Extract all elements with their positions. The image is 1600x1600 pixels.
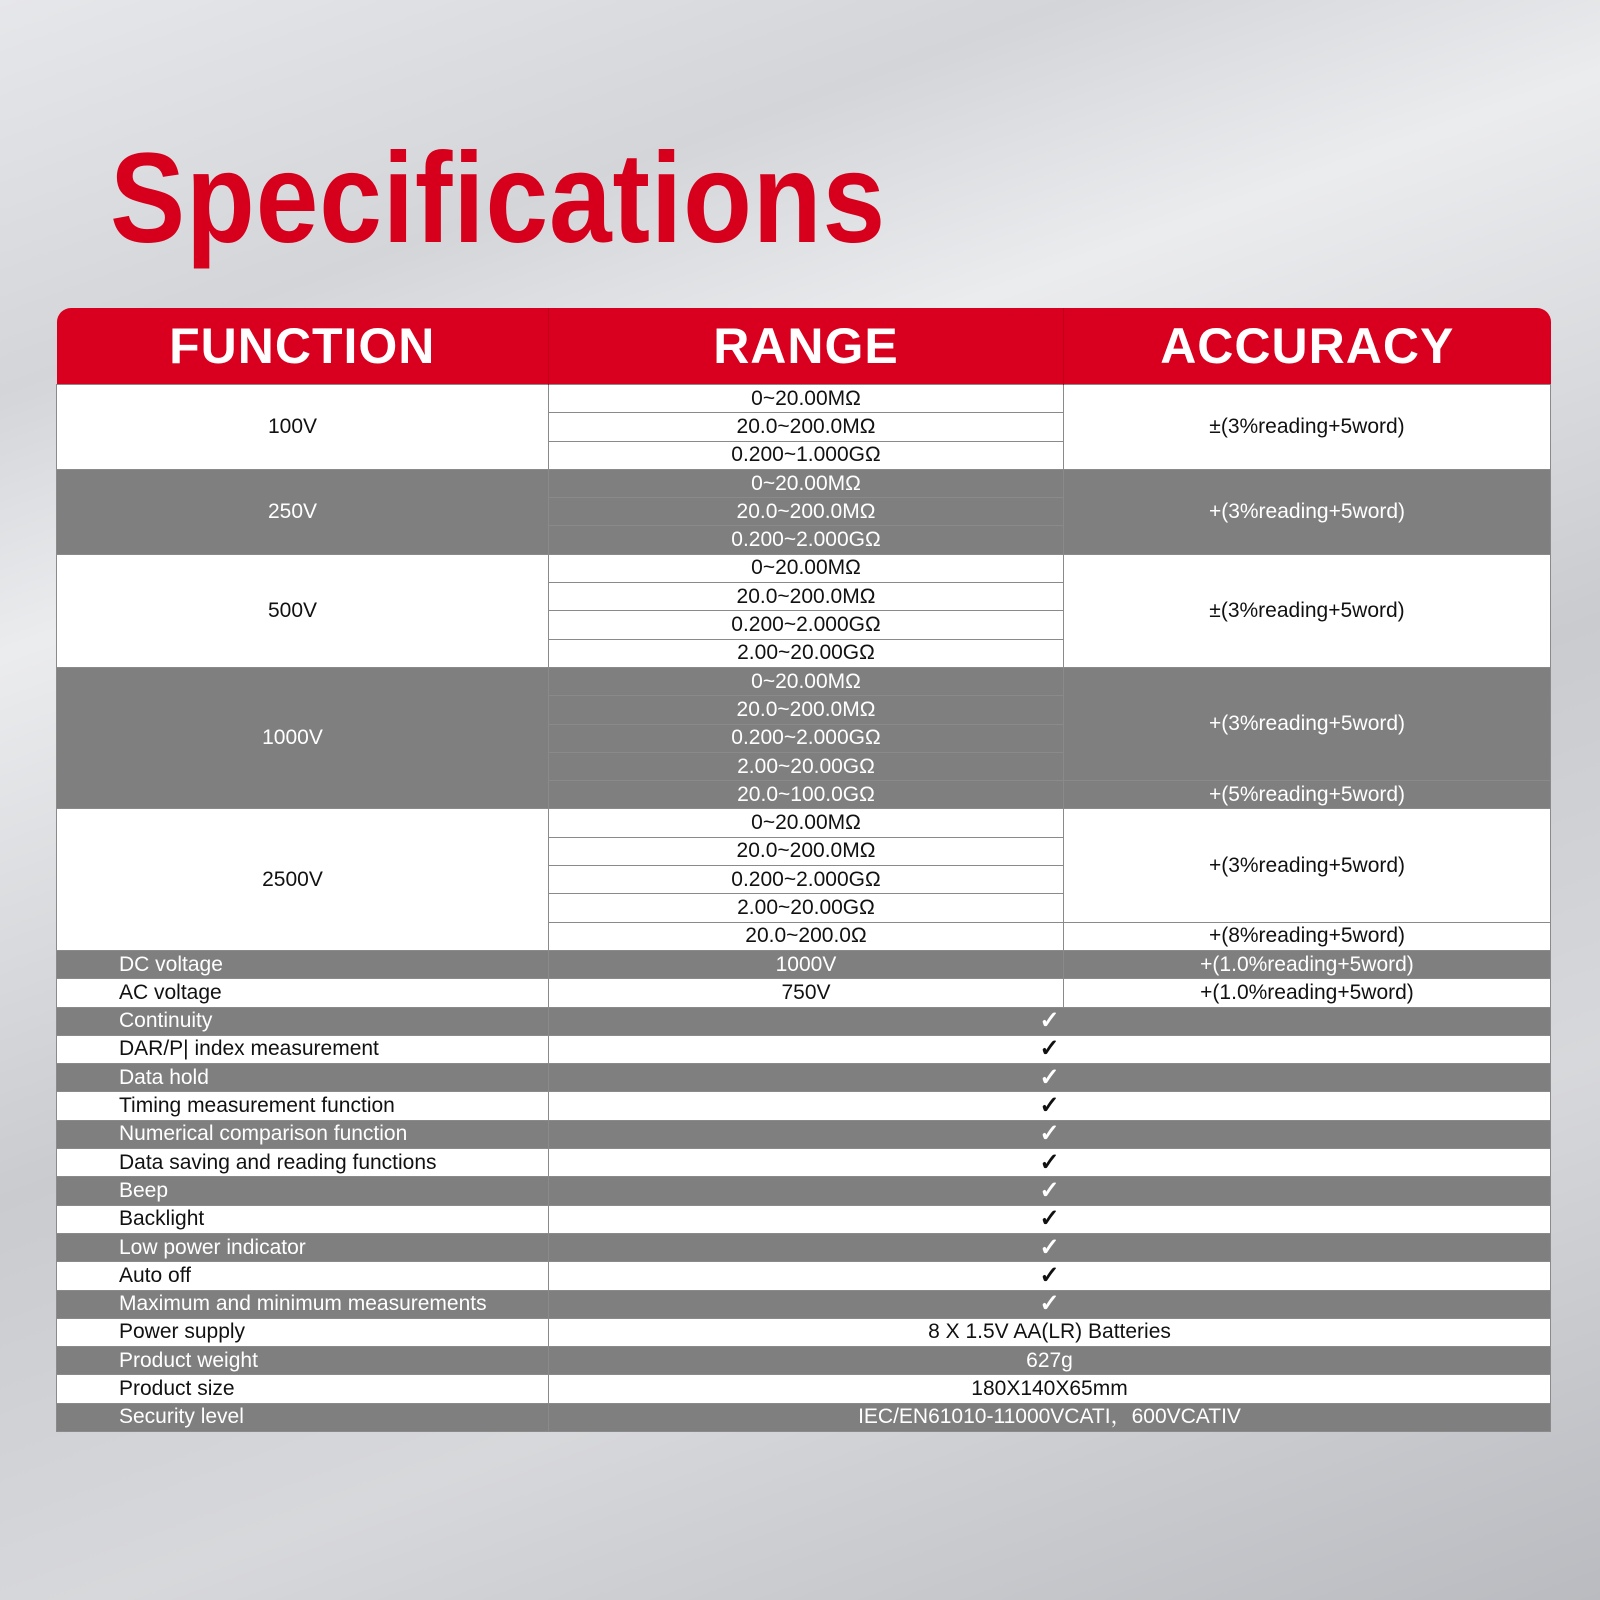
table-row <box>57 1375 1551 1403</box>
accuracy-cell: +(8%reading+5word) <box>1064 922 1551 950</box>
check-icon: ✓ <box>549 1120 1551 1148</box>
check-icon: ✓ <box>549 1092 1551 1120</box>
check-icon: ✓ <box>549 1290 1551 1318</box>
spec-value-power-supply: 8 X 1.5V AA(LR) Batteries <box>549 1318 1551 1346</box>
table-row <box>57 1233 1551 1261</box>
table-row <box>57 979 1551 1007</box>
feature-label: Backlight <box>57 1205 549 1233</box>
table-row <box>57 1403 1551 1431</box>
accuracy-cell: +(3%reading+5word) <box>1064 809 1551 922</box>
function-250v: 250V <box>57 469 549 554</box>
feature-label: Continuity <box>57 1007 549 1035</box>
range-cell: 20.0~200.0MΩ <box>549 498 1064 526</box>
function-500v: 500V <box>57 554 549 667</box>
check-icon: ✓ <box>549 1233 1551 1261</box>
range-cell: 0~20.00MΩ <box>549 385 1064 413</box>
feature-label: Beep <box>57 1177 549 1205</box>
column-header-function: FUNCTION <box>57 308 549 385</box>
check-icon: ✓ <box>549 1177 1551 1205</box>
function-100v: 100V <box>57 385 549 470</box>
accuracy-cell: ±(3%reading+5word) <box>1064 554 1551 667</box>
table-row <box>57 1205 1551 1233</box>
check-icon: ✓ <box>549 1064 1551 1092</box>
range-cell: 0~20.00MΩ <box>549 809 1064 837</box>
check-icon: ✓ <box>549 1205 1551 1233</box>
column-header-range: RANGE <box>549 308 1064 385</box>
range-cell: 0~20.00MΩ <box>549 667 1064 695</box>
table-header-row <box>57 308 1551 385</box>
range-cell: 2.00~20.00GΩ <box>549 894 1064 922</box>
feature-label: Data hold <box>57 1064 549 1092</box>
table-row <box>57 1177 1551 1205</box>
accuracy-cell: +(1.0%reading+5word) <box>1064 979 1551 1007</box>
accuracy-cell: +(3%reading+5word) <box>1064 469 1551 554</box>
feature-label: Low power indicator <box>57 1233 549 1261</box>
check-icon: ✓ <box>549 1149 1551 1177</box>
spec-value-security-level: IEC/EN61010-11000VCATI，600VCATIV <box>549 1403 1551 1431</box>
range-cell: 20.0~200.0MΩ <box>549 696 1064 724</box>
range-cell: 0.200~2.000GΩ <box>549 724 1064 752</box>
table-row <box>57 469 1551 497</box>
accuracy-cell: +(5%reading+5word) <box>1064 781 1551 809</box>
range-cell: 0~20.00MΩ <box>549 554 1064 582</box>
accuracy-cell: +(3%reading+5word) <box>1064 667 1551 780</box>
table-row <box>57 1290 1551 1318</box>
accuracy-cell: +(1.0%reading+5word) <box>1064 950 1551 978</box>
table-row <box>57 554 1551 582</box>
range-cell: 0.200~2.000GΩ <box>549 611 1064 639</box>
table-row <box>57 667 1551 695</box>
function-dc-voltage: DC voltage <box>57 950 549 978</box>
feature-label: Auto off <box>57 1262 549 1290</box>
check-icon: ✓ <box>549 1007 1551 1035</box>
function-2500v: 2500V <box>57 809 549 950</box>
feature-label: DAR/P| index measurement <box>57 1035 549 1063</box>
page-title: Specifications <box>110 127 886 270</box>
feature-label: Data saving and reading functions <box>57 1149 549 1177</box>
table-row <box>57 1120 1551 1148</box>
feature-label: Timing measurement function <box>57 1092 549 1120</box>
function-1000v: 1000V <box>57 667 549 808</box>
range-cell: 1000V <box>549 950 1064 978</box>
table-row <box>57 950 1551 978</box>
table-row <box>57 1064 1551 1092</box>
range-cell: 750V <box>549 979 1064 1007</box>
range-cell: 0~20.00MΩ <box>549 469 1064 497</box>
spec-value-product-weight: 627g <box>549 1347 1551 1375</box>
accuracy-cell: ±(3%reading+5word) <box>1064 385 1551 470</box>
feature-label: Numerical comparison function <box>57 1120 549 1148</box>
range-cell: 20.0~200.0MΩ <box>549 583 1064 611</box>
table-row <box>57 1007 1551 1035</box>
table-row <box>57 385 1551 413</box>
specifications-table <box>56 308 1551 1432</box>
range-cell: 2.00~20.00GΩ <box>549 639 1064 667</box>
spec-label-product-size: Product size <box>57 1375 549 1403</box>
range-cell: 2.00~20.00GΩ <box>549 752 1064 780</box>
feature-label: Maximum and minimum measurements <box>57 1290 549 1318</box>
range-cell: 0.200~2.000GΩ <box>549 866 1064 894</box>
table-row <box>57 1149 1551 1177</box>
table-row <box>57 809 1551 837</box>
check-icon: ✓ <box>549 1035 1551 1063</box>
range-cell: 0.200~2.000GΩ <box>549 526 1064 554</box>
table-row <box>57 1035 1551 1063</box>
table-row <box>57 1092 1551 1120</box>
column-header-accuracy: ACCURACY <box>1064 308 1551 385</box>
table-row <box>57 1262 1551 1290</box>
spec-label-security-level: Security level <box>57 1403 549 1431</box>
table-row <box>57 1347 1551 1375</box>
spec-value-product-size: 180X140X65mm <box>549 1375 1551 1403</box>
check-icon: ✓ <box>549 1262 1551 1290</box>
spec-label-power-supply: Power supply <box>57 1318 549 1346</box>
range-cell: 20.0~200.0MΩ <box>549 413 1064 441</box>
table-row <box>57 1318 1551 1346</box>
range-cell: 0.200~1.000GΩ <box>549 441 1064 469</box>
function-ac-voltage: AC voltage <box>57 979 549 1007</box>
spec-label-product-weight: Product weight <box>57 1347 549 1375</box>
range-cell: 20.0~200.0Ω <box>549 922 1064 950</box>
range-cell: 20.0~200.0MΩ <box>549 837 1064 865</box>
range-cell: 20.0~100.0GΩ <box>549 781 1064 809</box>
